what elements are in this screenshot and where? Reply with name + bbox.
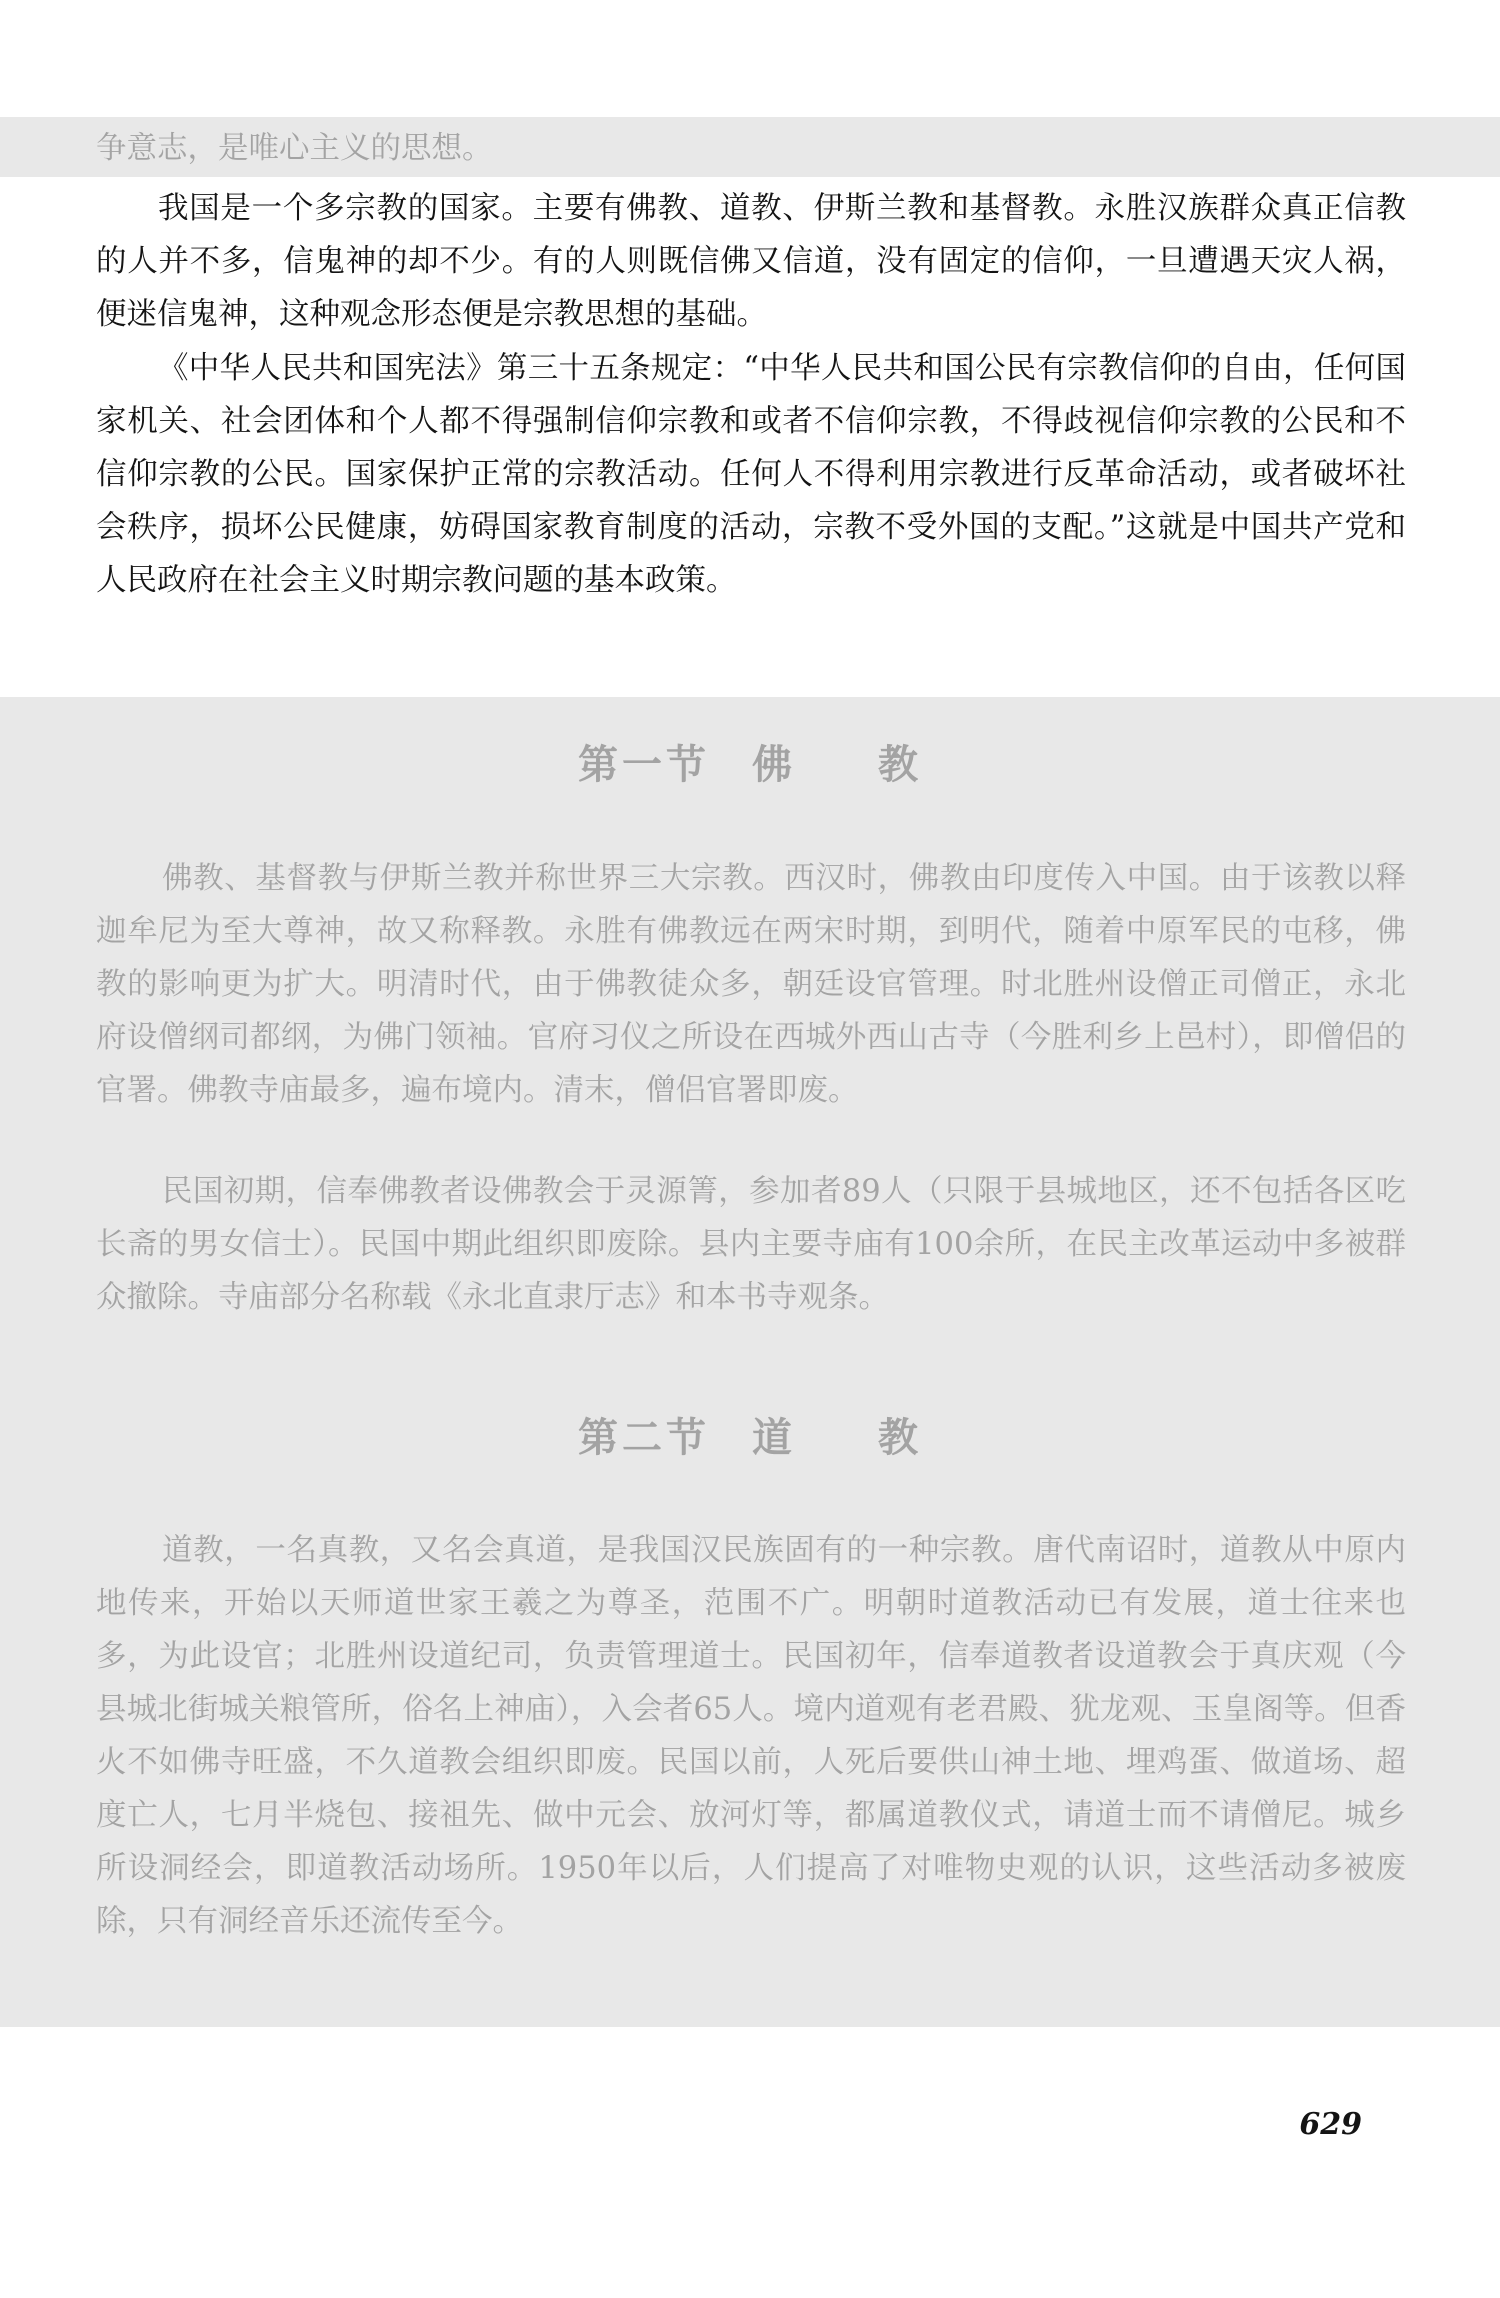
intro-paragraph-1: 我国是一个多宗教的国家。主要有佛教、道教、伊斯兰教和基督教。永胜汉族群众真正信教的人并不多，信鬼神的却不少。有的人则既信佛又信道，没有固定的信仰，一旦遭遇天灾人祸，便迷信鬼神，这种观念形态便是宗教思想的基础。	[96, 191, 1406, 332]
section2-title-b: 教	[878, 1414, 922, 1461]
section2-title-a: 道	[752, 1414, 796, 1461]
section1-paragraph-1: 佛教、基督教与伊斯兰教并称世界三大宗教。西汉时，佛教由印度传入中国。由于该教以释迦牟尼为至大尊神，故又称释教。永胜有佛教远在两宋时期，到明代，随着中原军民的屯移，佛教的影响更为扩大。明清时代，由于佛教徒众多，朝廷设官管理。时北胜州设僧正司僧正，永北府设僧纲司都纲，为佛门领袖。官府习仪之所设在西城外西山古寺（今胜利乡上邑村），即僧侣的官署。佛教寺庙最多，遍布境内。清末，僧侣官署即废。	[96, 861, 1406, 1108]
page-number: 629	[1299, 2107, 1362, 2142]
section1-paragraph-2: 民国初期，信奉佛教者设佛教会于灵源箐，参加者89人（只限于县城地区，还不包括各区吃长斋的男女信士）。民国中期此组织即废除。县内主要寺庙有100余所，在民主改革运动中多被群众撤除。寺庙部分名称载《永北直隶厅志》和本书寺观条。	[96, 1174, 1406, 1315]
section2-heading	[0, 1408, 1500, 1468]
intro-paragraph-2: 《中华人民共和国宪法》第三十五条规定：“中华人民共和国公民有宗教信仰的自由，任何国家机关、社会团体和个人都不得强制信仰宗教和或者不信仰宗教，不得歧视信仰宗教的公民和不信仰宗教的公民。国家保护正常的宗教活动。任何人不得利用宗教进行反革命活动，或者破坏社会秩序，损坏公民健康，妨碍国家教育制度的活动，宗教不受外国的支配。”这就是中国共产党和人民政府在社会主义时期宗教问题的基本政策。	[96, 351, 1406, 598]
section2-number: 第二节	[578, 1414, 710, 1461]
section1-title-b: 教	[878, 741, 922, 788]
section1-title-a: 佛	[752, 741, 796, 788]
top-fragment-text: 争意志，是唯心主义的思想。	[96, 131, 493, 166]
section2-paragraph-1: 道教，一名真教，又名会真道，是我国汉民族固有的一种宗教。唐代南诏时，道教从中原内地传来，开始以天师道世家王羲之为尊圣，范围不广。明朝时道教活动已有发展，道士往来也多，为此设官；北胜州设道纪司，负责管理道士。民国初年，信奉道教者设道教会于真庆观（今县城北街城关粮管所，俗名上神庙），入会者65人。境内道观有老君殿、犹龙观、玉皇阁等。但香火不如佛寺旺盛，不久道教会组织即废。民国以前，人死后要供山神土地、埋鸡蛋、做道场、超度亡人，七月半烧包、接祖先、做中元会、放河灯等，都属道教仪式，请道士而不请僧尼。城乡所设洞经会，即道教活动场所。1950年以后，人们提高了对唯物史观的认识，这些活动多被废除，只有洞经音乐还流传至今。	[96, 1533, 1406, 1939]
section1-number: 第一节	[578, 741, 710, 788]
section1-heading	[0, 735, 1500, 795]
